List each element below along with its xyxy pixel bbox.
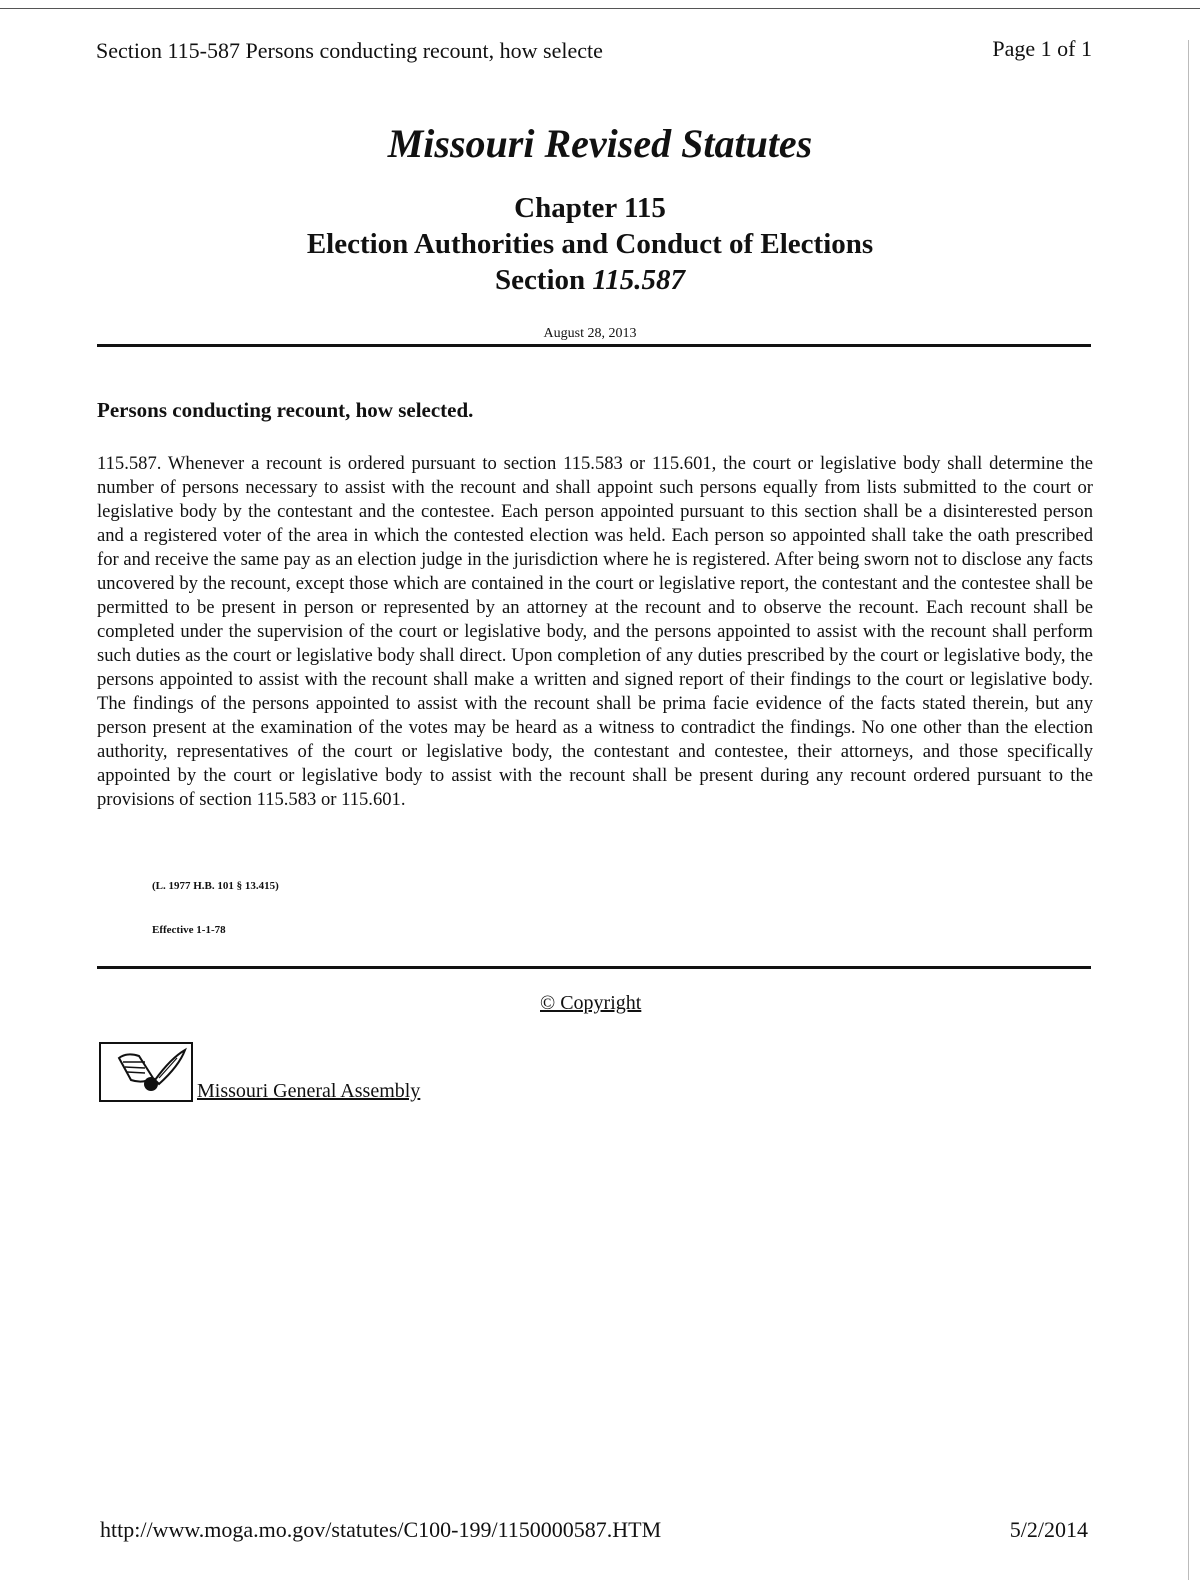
footer-divider <box>97 966 1091 969</box>
chapter-name: Election Authorities and Conduct of Elections <box>306 228 874 260</box>
scan-right-edge <box>1188 40 1189 1580</box>
publication-title: Missouri Revised Statutes <box>387 121 813 166</box>
source-url: http://www.moga.mo.gov/statutes/C100-199/1150000587.HTM <box>100 1517 662 1542</box>
legislative-citation: (L. 1977 H.B. 101 § 13.415) <box>152 880 279 892</box>
print-date: 5/2/2014 <box>1009 1517 1088 1542</box>
section-title <box>90 264 1090 297</box>
section-heading: Persons conducting recount, how selected. <box>97 398 474 422</box>
statute-body: 115.587. Whenever a recount is ordered pursuant to section 115.583 or 115.601, the court or legislative body shall determine the number of persons necessary to assist with the recount and shall appoint such persons equally from lists submitted to the court or legislative body by the contestant and the contestee. Each person appointed pursuant to this section shall be a disinterested person and a registered voter of the area in which the contested election was held. Each person so appointed shall take the oath prescribed for and receive the same pay as an election judge in the jurisdiction where he is registered. After being sworn not to disclose any facts uncovered by the recount, except those which are contained in the court or legislative report, the contestant and the contestee shall be permitted to be present in person or represented by an attorney at the recount and to observe the recount. Each recount shall be completed under the supervision of the court or legislative body, and the persons appointed to assist with the recount shall perform such duties as the court or legislative body shall direct. Upon completion of any duties prescribed by the court or legislative body, the persons appointed to assist with the recount shall make a written and signed report of their findings to the court or legislative body. The findings of the persons appointed to assist with the recount shall be prima facie evidence of the facts stated therein, but any person present at the examination of the votes may be heard as a witness to contradict the findings. No one other than the election authority, representatives of the court or legislative body, the contestant and contestee, their attorneys, and those specifically appointed by the court or legislative body to assist with the recount shall be present during any recount ordered pursuant to the provisions of section 115.583 or 115.601. <box>97 453 1093 810</box>
copyright-link[interactable]: © Copyright <box>540 992 642 1014</box>
section-label: Section <box>494 264 586 296</box>
print-header-title: Section 115-587 Persons conducting recount, how selecte <box>96 38 603 63</box>
section-number: 115.587 <box>592 264 686 296</box>
scroll-quill-icon[interactable] <box>99 1042 193 1102</box>
statute-date: August 28, 2013 <box>543 326 637 341</box>
effective-date: Effective 1-1-78 <box>152 924 226 936</box>
scan-top-edge <box>0 8 1200 9</box>
header-divider <box>97 344 1091 347</box>
page-indicator: Page 1 of 1 <box>992 36 1092 61</box>
general-assembly-link[interactable]: Missouri General Assembly <box>197 1080 421 1102</box>
chapter-number: Chapter 115 <box>514 192 666 224</box>
